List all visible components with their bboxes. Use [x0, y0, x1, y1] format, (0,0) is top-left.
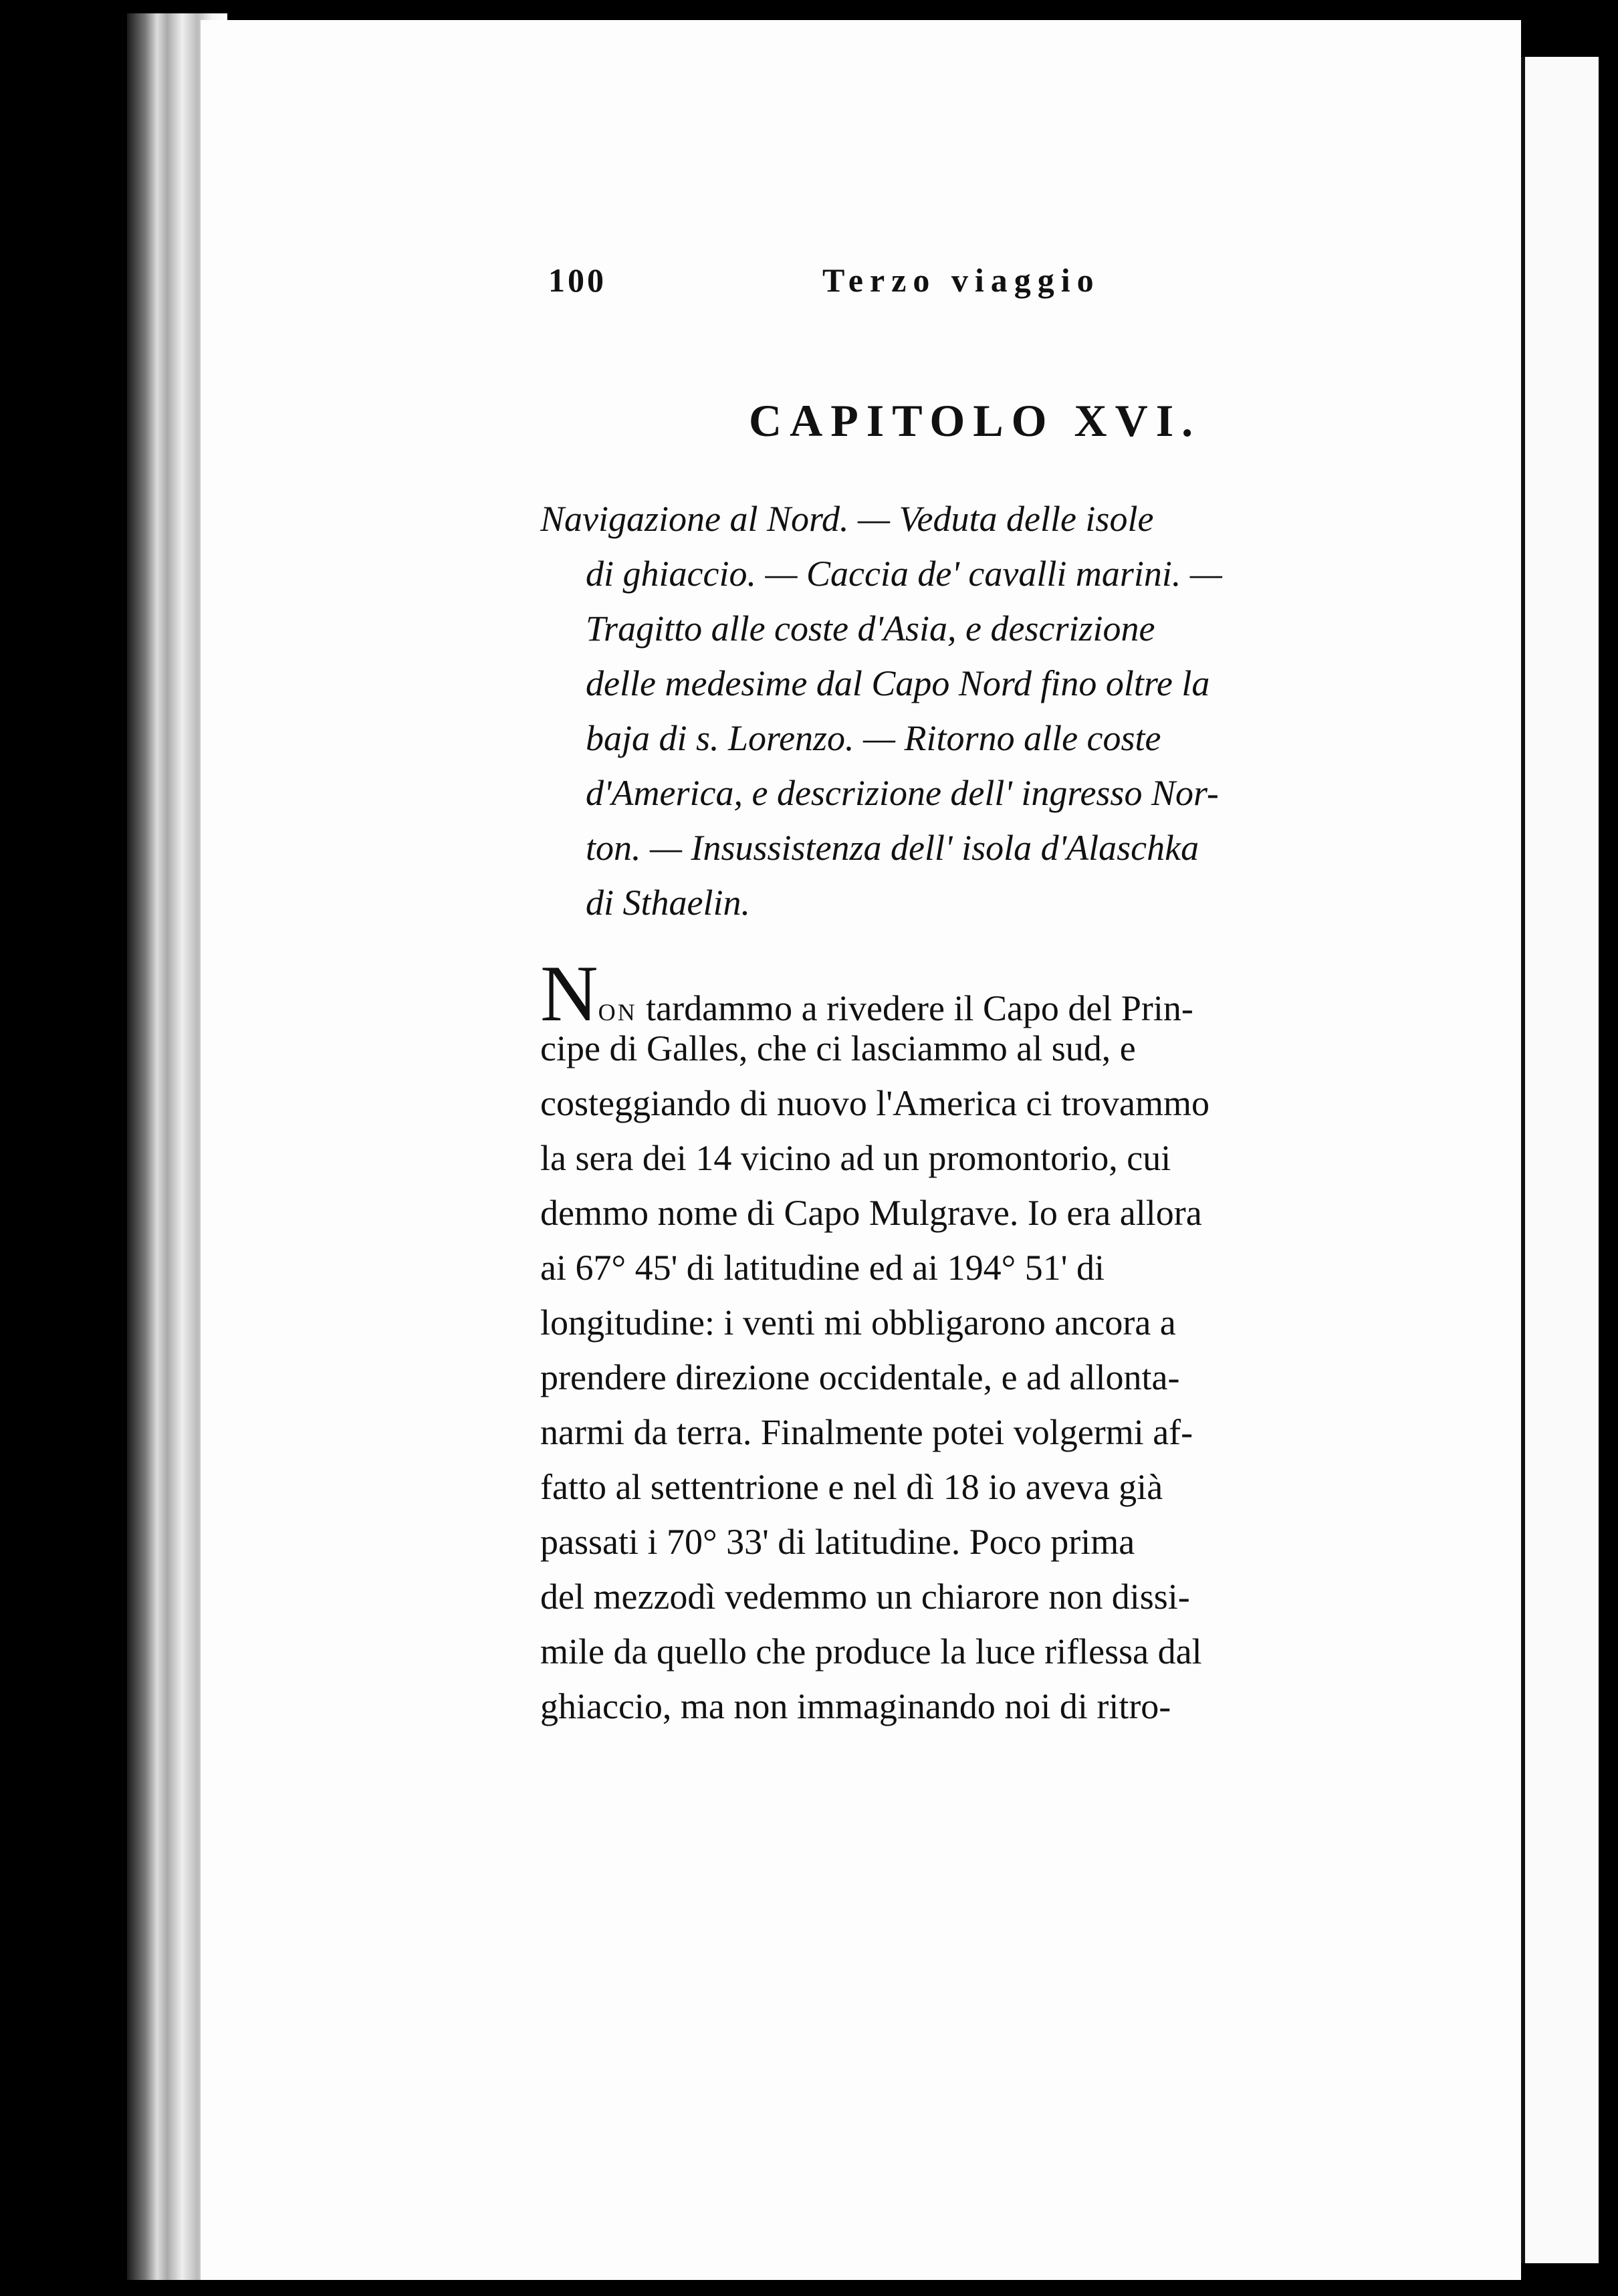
- body-line: fatto al settentrione e nel dì 18 io aveva già: [540, 1467, 1163, 1507]
- body-line: ghiaccio, ma non immaginando noi di ritro-: [540, 1686, 1171, 1726]
- drop-cap: N: [540, 949, 598, 1038]
- body-line: passati i 70° 33' di latitudine. Poco prima: [540, 1522, 1135, 1562]
- body-line: demmo nome di Capo Mulgrave. Io era allora: [540, 1193, 1202, 1233]
- running-head: [334, 261, 1137, 314]
- page-number: 100: [548, 261, 606, 299]
- body-line: ai 67° 45' di latitudine ed ai 194° 51' di: [540, 1248, 1105, 1288]
- summary-line: d'America, e descrizione dell' ingresso Nor-: [586, 773, 1219, 813]
- facing-page-edge: [1521, 57, 1599, 2263]
- body-line: del mezzodì vedemmo un chiarore non dissi-: [540, 1577, 1190, 1617]
- body-line: cipe di Galles, che ci lasciammo al sud, e: [540, 1028, 1136, 1068]
- body-line: costeggiando di nuovo l'America ci trovammo: [540, 1083, 1209, 1123]
- summary-line: Navigazione al Nord. — Veduta delle isole: [540, 499, 1154, 539]
- small-caps: ON: [598, 999, 637, 1026]
- running-title: Terzo viaggio: [822, 261, 1101, 299]
- summary-line: baja di s. Lorenzo. — Ritorno alle coste: [586, 718, 1161, 758]
- body-line: mile da quello che produce la luce riflessa dal: [540, 1631, 1202, 1672]
- body-line: [540, 949, 1396, 1038]
- summary-line: Tragitto alle coste d'Asia, e descrizione: [586, 608, 1155, 649]
- body-text: [540, 949, 1396, 1734]
- body-line: longitudine: i venti mi obbligarono ancora a: [540, 1302, 1176, 1343]
- body-line: narmi da terra. Finalmente potei volgermi af-: [540, 1412, 1193, 1452]
- summary-line: ton. — Insussistenza dell' isola d'Alaschka: [586, 828, 1199, 868]
- body-line: la sera dei 14 vicino ad un promontorio, cui: [540, 1138, 1171, 1178]
- summary-line: delle medesime dal Capo Nord fino oltre la: [586, 663, 1210, 703]
- chapter-summary: [540, 491, 1396, 930]
- first-line-text: tardammo a rivedere il Capo del Prin-: [637, 988, 1193, 1028]
- body-line: prendere direzione occidentale, e ad allonta-: [540, 1357, 1180, 1397]
- chapter-title: CAPITOLO XVI.: [749, 395, 1201, 446]
- summary-line: di ghiaccio. — Caccia de' cavalli marini. —: [586, 554, 1222, 594]
- summary-line: di Sthaelin.: [586, 883, 750, 923]
